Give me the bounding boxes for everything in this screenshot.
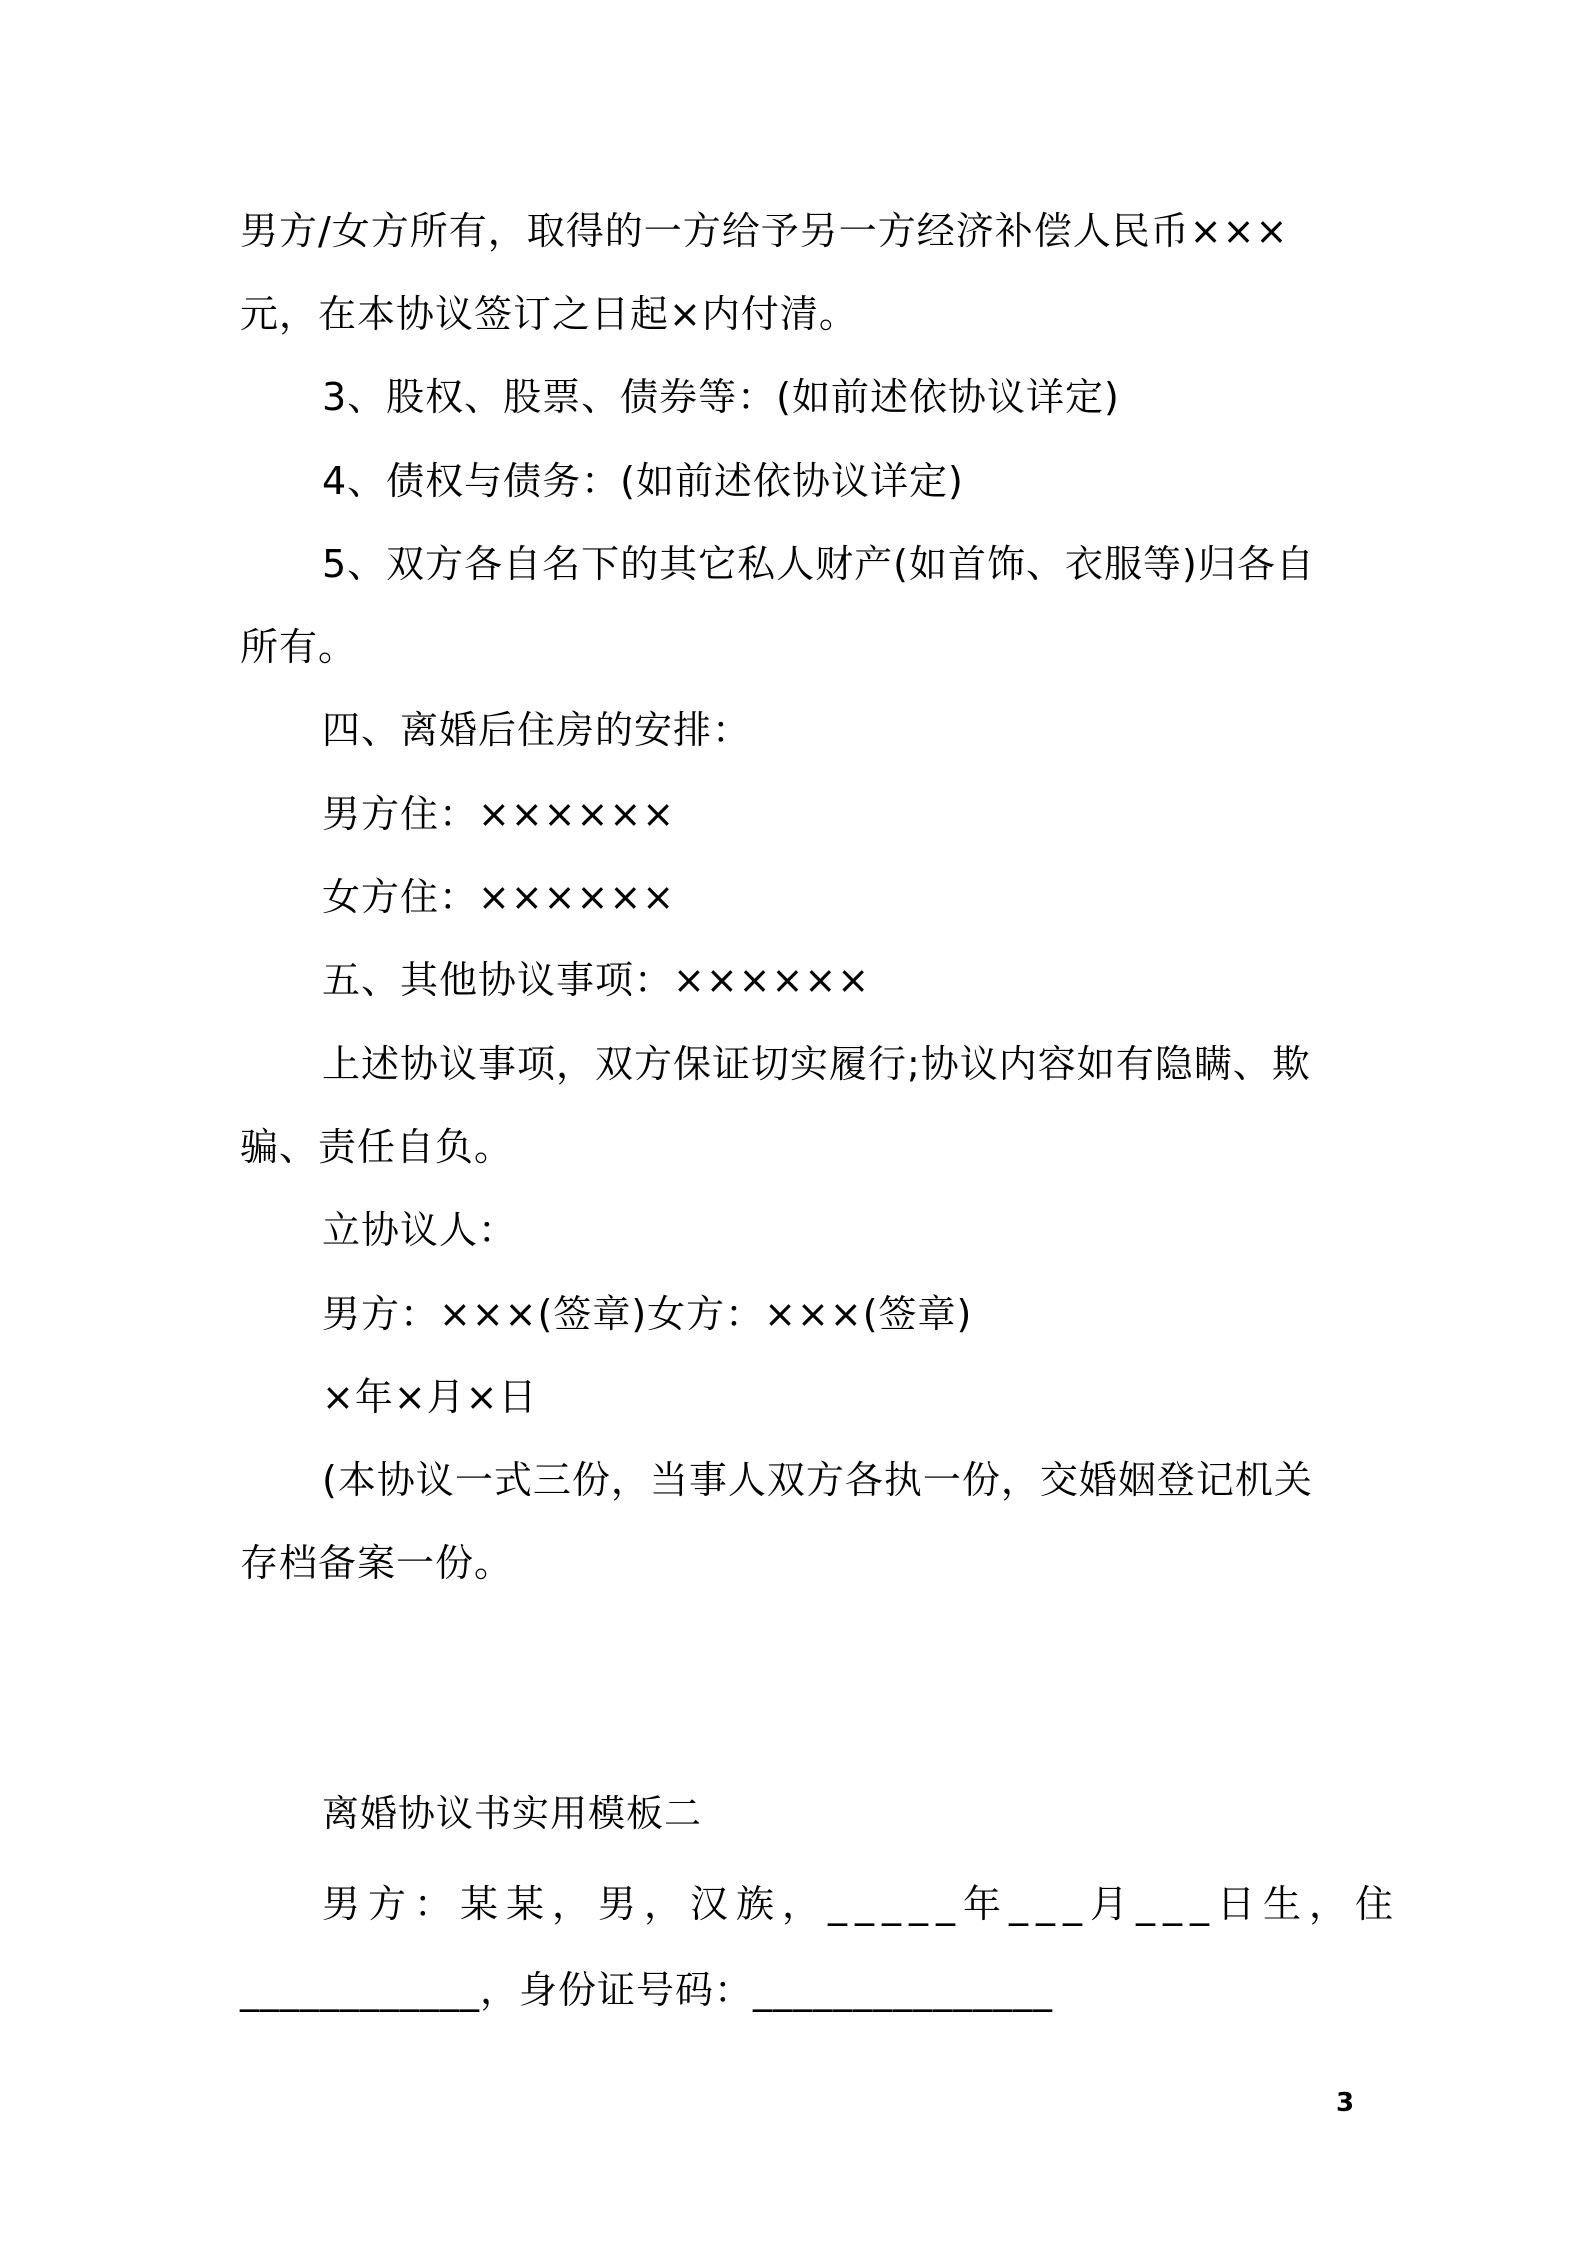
text-line-female-residence: 女方住：××××××: [322, 875, 676, 919]
text-line-5: 5、双方各自名下的其它私人财产(如首饰、衣服等)归各自: [322, 542, 1315, 586]
text-line-date: ×年×月×日: [322, 1375, 538, 1419]
text-line-party-info: 男方：某某，男，汉族，_____年___月___日生，住: [322, 1882, 1402, 1926]
text-line-male-residence: 男方住：××××××: [322, 792, 676, 836]
section-heading-other: 五、其他协议事项：××××××: [322, 958, 871, 1002]
text-line-2: 元，在本协议签订之日起×内付清。: [240, 292, 858, 336]
template-two-heading: 离婚协议书实用模板二: [322, 1792, 702, 1835]
section-heading-housing: 四、离婚后住房的安排：: [322, 708, 752, 752]
page-number: 3: [1336, 2088, 1355, 2118]
text-line-12: 骗、责任自负。: [240, 1125, 514, 1169]
text-line-17: 存档备案一份。: [240, 1541, 514, 1585]
text-line-16: (本协议一式三份，当事人双方各执一份，交婚姻登记机关: [322, 1458, 1313, 1502]
text-line-11: 上述协议事项，双方保证切实履行;协议内容如有隐瞒、欺: [322, 1042, 1311, 1086]
text-line-signatories: 立协议人：: [322, 1208, 518, 1252]
text-line-1: 男方/女方所有，取得的一方给予另一方经济补偿人民币×××: [240, 209, 1289, 253]
text-line-signatures: 男方：×××(签章)女方：×××(签章): [322, 1292, 973, 1336]
text-line-id-number: ____________，身份证号码：_______________: [240, 1968, 1054, 2012]
text-line-3: 3、股权、股票、债券等：(如前述依协议详定): [322, 375, 1120, 419]
text-line-4: 4、债权与债务：(如前述依协议详定): [322, 459, 964, 503]
text-line-6: 所有。: [240, 625, 358, 669]
